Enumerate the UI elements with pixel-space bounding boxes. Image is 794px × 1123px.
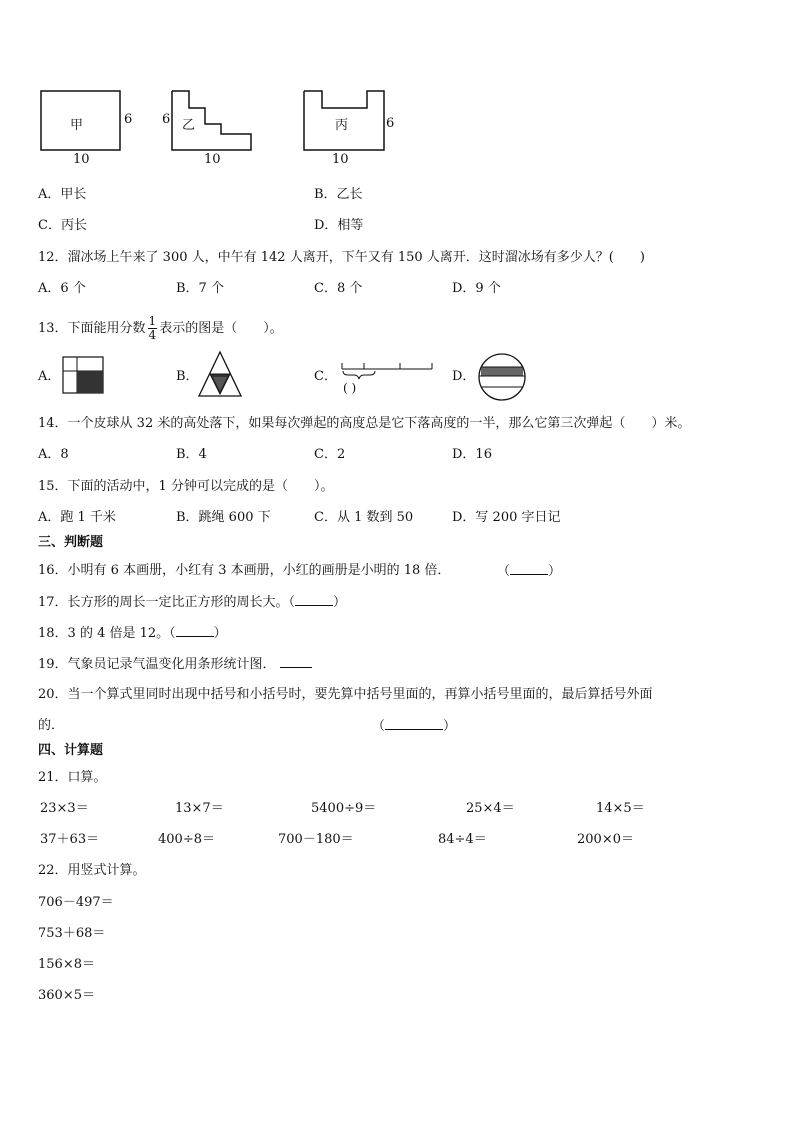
q21-r2-c2[interactable]: 400÷8＝ — [158, 832, 215, 847]
q21-r2-c4[interactable]: 84÷4＝ — [438, 832, 487, 847]
q12-option-b[interactable]: B．7 个 — [176, 281, 224, 296]
q18-paren-close: ） — [213, 626, 227, 641]
q14-option-a[interactable]: A．8 — [38, 447, 69, 462]
q17-row — [38, 593, 346, 612]
q17-text: 17．长方形的周长一定比正方形的周长大。（ — [38, 595, 296, 610]
q15-text: 15．下面的活动中，1 分钟可以完成的是（ ）。 — [38, 479, 334, 494]
figure-bing-bottom: 10 — [332, 152, 349, 167]
q13-option-b[interactable]: B． — [176, 369, 199, 384]
q13-option-a[interactable]: A． — [38, 369, 61, 384]
figure-yi-bottom: 10 — [204, 152, 221, 167]
q14-option-b[interactable]: B．4 — [176, 447, 207, 462]
q12-text: 12．溜冰场上午来了 300 人，中午有 142 人离开，下午又有 150 人离开．这时溜冰场有多少人？( ) — [38, 250, 645, 265]
figure-jia-label: 甲 — [70, 118, 84, 133]
fraction-denominator: 4 — [148, 328, 157, 342]
q21-r1-c5[interactable]: 14×5＝ — [596, 801, 645, 816]
q17-answer-blank[interactable] — [295, 593, 333, 606]
q19-answer-blank[interactable] — [280, 655, 312, 668]
q22-item-1[interactable]: 706－497＝ — [38, 895, 114, 910]
q20-answer-blank[interactable] — [385, 717, 443, 730]
q17-paren-close: ） — [333, 595, 347, 610]
q16-paren-open: （ — [497, 564, 511, 579]
figure-jia-side: 6 — [124, 112, 133, 127]
q22-item-2[interactable]: 753＋68＝ — [38, 926, 106, 941]
q11-option-a[interactable]: A．甲长 — [38, 187, 87, 202]
q21-r1-c3[interactable]: 5400÷9＝ — [311, 801, 377, 816]
q22-item-4[interactable]: 360×5＝ — [38, 988, 95, 1003]
q22-title: 22．用竖式计算。 — [38, 863, 146, 878]
q14-option-d[interactable]: D．16 — [452, 447, 492, 462]
q20-line2: 的． — [38, 718, 65, 733]
q21-r2-c5[interactable]: 200×0＝ — [577, 832, 634, 847]
q14-text: 14．一个皮球从 32 米的高处落下，如果每次弹起的高度总是它下落高度的一半，那么它第三次弹起（ ）米。 — [38, 416, 691, 431]
q12-option-d[interactable]: D．9 个 — [452, 281, 501, 296]
q12-option-c[interactable]: C．8 个 — [314, 281, 363, 296]
q20-paren-close: ） — [443, 719, 457, 734]
figure-b-divided-triangle — [199, 352, 241, 396]
q16-text: 16．小明有 6 本画册，小红有 3 本画册，小红的画册是小明的 18 倍． — [38, 563, 451, 578]
figure-jia — [0, 0, 794, 180]
section-3-title: 三、判断题 — [38, 535, 104, 550]
q12-option-a[interactable]: A．6 个 — [38, 281, 86, 296]
figure-yi-side: 6 — [162, 112, 171, 127]
figure-jia-bottom: 10 — [73, 152, 90, 167]
q21-r1-c2[interactable]: 13×7＝ — [175, 801, 224, 816]
section-4-title: 四、计算题 — [38, 743, 104, 758]
q11-option-d[interactable]: D．相等 — [314, 218, 364, 233]
q15-option-c[interactable]: C．从 1 数到 50 — [314, 510, 414, 525]
q18-row — [38, 624, 227, 643]
q20-answer[interactable] — [372, 717, 456, 736]
q16-paren-close: ） — [548, 564, 562, 579]
q21-r1-c1[interactable]: 23×3＝ — [40, 801, 89, 816]
figure-bing-side: 6 — [386, 116, 395, 131]
q11-option-c[interactable]: C．丙长 — [38, 218, 87, 233]
q16-answer[interactable] — [497, 562, 561, 581]
q13-question — [38, 313, 283, 345]
q20-line1: 20．当一个算式里同时出现中括号和小括号时，要先算中括号里面的，再算小括号里面的，最后算括号外面 — [38, 687, 653, 702]
q11-option-b[interactable]: B．乙长 — [314, 187, 363, 202]
figure-a-divided-square — [63, 357, 103, 393]
figure-d-banded-circle — [479, 354, 525, 400]
figure-yi-label: 乙 — [182, 118, 196, 133]
figure-c-segment-brace — [342, 363, 432, 379]
q19-row — [38, 655, 312, 674]
q20-paren-open: （ — [372, 719, 386, 734]
q13-suffix: 表示的图是（ ）。 — [159, 321, 283, 336]
q22-item-3[interactable]: 156×8＝ — [38, 957, 95, 972]
q15-option-b[interactable]: B．跳绳 600 下 — [176, 510, 271, 525]
q15-option-d[interactable]: D．写 200 字日记 — [452, 510, 561, 525]
q21-r1-c4[interactable]: 25×4＝ — [466, 801, 515, 816]
figure-c-paren: ( ) — [343, 381, 357, 395]
q21-title: 21．口算。 — [38, 770, 107, 785]
q13-prefix: 13．下面能用分数 — [38, 321, 146, 336]
q14-option-c[interactable]: C．2 — [314, 447, 346, 462]
q21-r2-c1[interactable]: 37＋63＝ — [40, 832, 100, 847]
q13-figures — [0, 350, 794, 410]
q15-option-a[interactable]: A．跑 1 千米 — [38, 510, 116, 525]
q16-answer-blank[interactable] — [510, 562, 548, 575]
figure-bing-label: 丙 — [335, 118, 349, 133]
q13-option-c[interactable]: C． — [314, 369, 337, 384]
q13-option-d[interactable]: D． — [452, 369, 476, 384]
fraction-numerator: 1 — [148, 314, 157, 328]
q18-answer-blank[interactable] — [176, 624, 214, 637]
q21-r2-c3[interactable]: 700－180＝ — [278, 832, 354, 847]
fraction-one-quarter — [148, 315, 158, 342]
q19-text: 19．气象员记录气温变化用条形统计图． — [38, 657, 276, 672]
q18-text: 18．3 的 4 倍是 12。（ — [38, 626, 176, 641]
